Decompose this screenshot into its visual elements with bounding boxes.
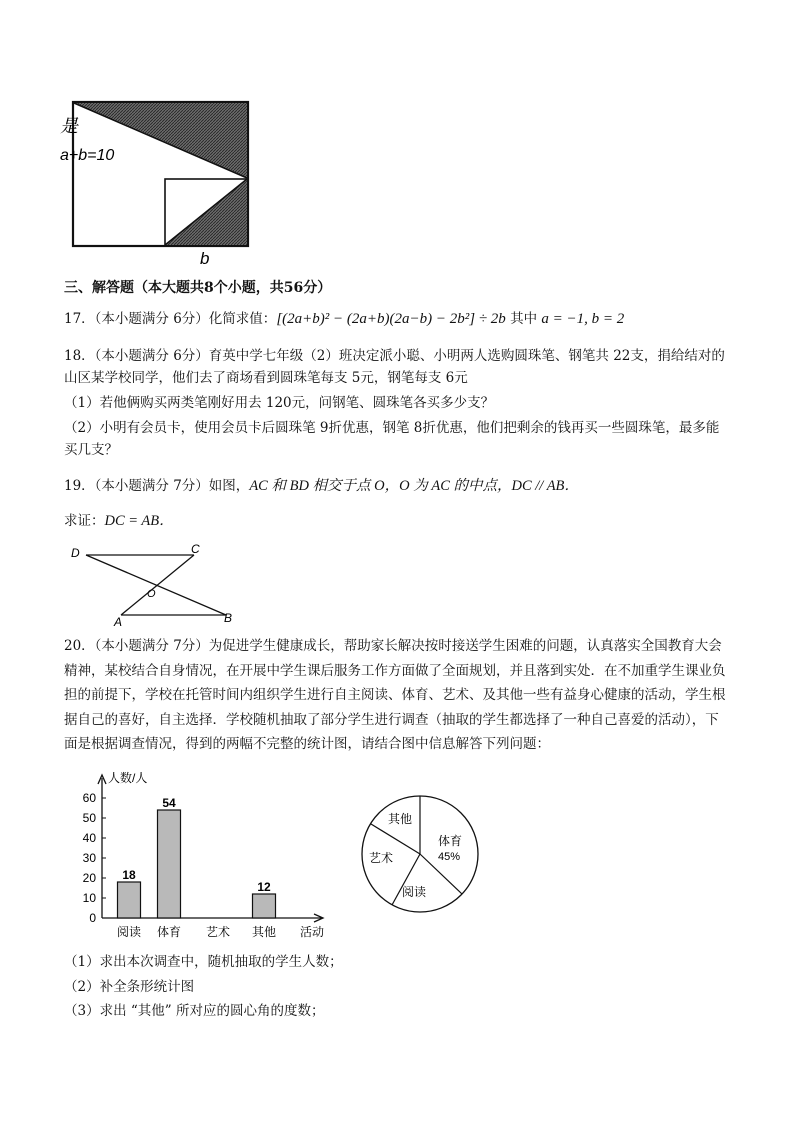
- bar-data-label: 12: [257, 880, 271, 894]
- point-c: C: [191, 542, 200, 556]
- segment-db: [86, 555, 226, 615]
- q17-prefix: 17．（本小题满分 6分）化简求值：: [64, 311, 277, 327]
- label-b: b: [200, 249, 210, 268]
- q19-math: AC 和 BD 相交于点 O，O 为 AC 的中点，DC // AB．: [249, 478, 579, 494]
- handwriting-1: 是: [60, 116, 78, 136]
- y-tick-label: 0: [89, 911, 96, 925]
- section-heading: 三、解答题（本大题共8个小题，共56分）: [64, 280, 332, 296]
- question-20-part3: （3）求出 “其他” 所对应的圆心角的度数；: [64, 1003, 325, 1019]
- y-tick-label: 30: [82, 851, 96, 865]
- y-tick-label: 20: [82, 871, 96, 885]
- bar-data-label: 54: [162, 796, 176, 810]
- bar: [253, 894, 276, 918]
- q19-prove-math: DC = AB．: [104, 513, 174, 529]
- question-20-stem: 20．（本小题满分 7分）为促进学生健康成长，帮助家长解决按时接送学生困难的问题，认真落实全国教育大会精神，某校结合自身情况，在开展中学生课后服务工作方面做了全面规划，并且落到实处．在不加重学生课业负担的前提下，学校在托管时间内组织学生进行自主阅读、体育、艺术、及其他一些有益身心健康的活动，学生根据自己的喜好，自主选择．学校随机抽取了部分学生进行调查（抽取的学生都选择了一种自己喜爱的活动），下面是根据调查情况，得到的两幅不完整的统计图，请结合图中信息解答下列问题：: [64, 638, 726, 752]
- question-19-prove: [64, 511, 174, 531]
- x-axis-label: 活动: [300, 925, 325, 939]
- bar: [158, 810, 181, 918]
- x-tick-label: 其他: [251, 925, 277, 939]
- pie-label-reading: 阅读: [402, 885, 427, 899]
- question-17: [64, 309, 624, 329]
- question-20-part1: （1）求出本次调查中，随机抽取的学生人数；: [64, 954, 343, 970]
- q19-figure: [66, 540, 246, 628]
- pie-chart: [354, 790, 488, 918]
- question-18-part2: （2）小明有会员卡，使用会员卡后圆珠笔 9折优惠，钢笔 8折优惠，他们把剩余的钱再买一些圆珠笔，最多能买几支？: [64, 420, 720, 458]
- question-19-stem: [64, 476, 579, 496]
- y-axis-label: 人数/人: [108, 771, 148, 785]
- question-18-part1: （1）若他俩购买两类笔刚好用去 120元，问钢笔、圆珠笔各买多少支？: [64, 395, 495, 411]
- x-tick-label: 体育: [156, 925, 182, 939]
- question-20-part2: （2）补全条形统计图: [64, 979, 195, 995]
- pie-label-sports: 体育: [438, 834, 463, 848]
- pie-value-sports: 45%: [438, 851, 461, 863]
- bar-chart: [66, 770, 346, 942]
- handwriting-2: a+b=10: [60, 147, 115, 164]
- y-tick-label: 50: [82, 811, 96, 825]
- q19-prove-label: 求证：: [64, 513, 105, 529]
- point-d: D: [71, 546, 80, 560]
- question-18-stem: 18．（本小题满分 6分）育英中学七年级（2）班决定派小聪、小明两人选购圆珠笔、钢笔共 22支，捐给结对的山区某学校同学，他们去了商场看到圆珠笔每支 5元，钢笔每支 6元: [64, 348, 725, 386]
- bar: [118, 882, 141, 918]
- pie-label-art: 艺术: [369, 851, 394, 865]
- q19-prefix: 19．（本小题满分 7分）如图，: [64, 478, 250, 494]
- point-b: B: [224, 611, 233, 625]
- q17-condition: a = −1, b = 2: [541, 311, 625, 327]
- y-tick-label: 10: [82, 891, 96, 905]
- point-a: A: [114, 615, 123, 628]
- pie-label-other: 其他: [388, 812, 413, 826]
- bar-data-label: 18: [122, 868, 136, 882]
- y-tick-label: 60: [82, 791, 96, 805]
- point-o: O: [147, 588, 156, 600]
- x-tick-label: 阅读: [116, 925, 142, 939]
- q17-expression: [(2a+b)² − (2a+b)(2a−b) − 2b²] ÷ 2b: [276, 311, 506, 327]
- segment-ca: [121, 555, 194, 615]
- square-figure: [60, 98, 260, 268]
- x-tick-label: 艺术: [205, 925, 231, 939]
- q17-mid: 其中: [505, 311, 542, 327]
- y-tick-label: 40: [82, 831, 96, 845]
